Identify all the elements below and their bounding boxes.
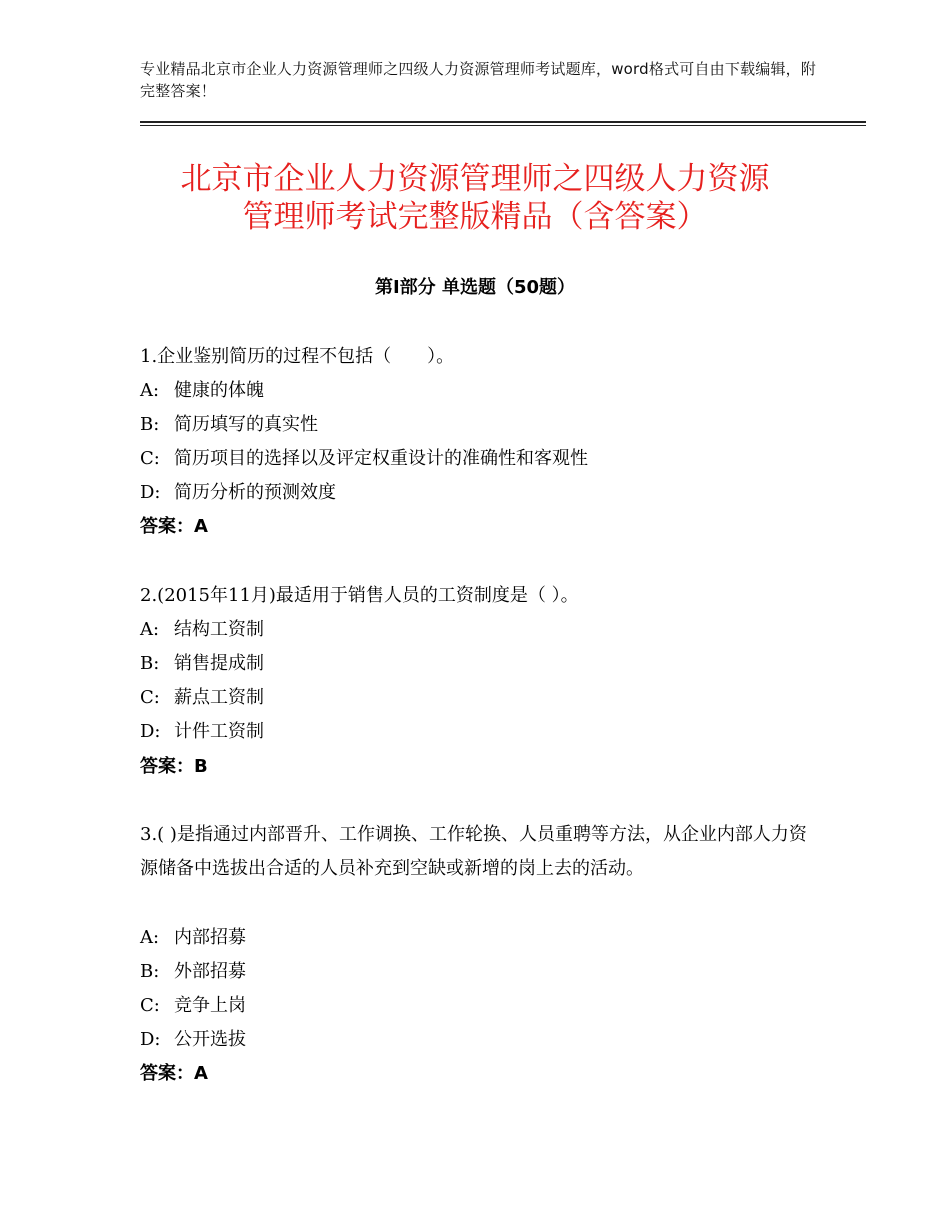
option-letter: B:	[140, 961, 160, 982]
question-3-option-c	[140, 989, 246, 1023]
option-letter: D:	[140, 721, 161, 742]
option-text: 薪点工资制	[174, 687, 264, 708]
question-3-answer: 答案：A	[140, 1063, 208, 1084]
question-2-text: 2.(2015年11月)最适用于销售人员的工资制度是（ ）。	[140, 585, 579, 606]
option-text: 销售提成制	[174, 653, 264, 674]
question-3-option-a	[140, 921, 246, 955]
question-2-answer: 答案：B	[140, 756, 208, 777]
question-1-option-c	[140, 442, 588, 476]
question-3-text: 3.( )是指通过内部晋升、工作调换、工作轮换、人员重聘等方法，从企业内部人力资源储备中选拔出合适的人员补充到空缺或新增的岗上去的活动。	[140, 824, 807, 879]
option-text: 外部招募	[174, 961, 246, 982]
option-text: 公开选拔	[174, 1029, 246, 1050]
document-title-line-1: 北京市企业人力资源管理师之四级人力资源	[180, 161, 770, 197]
option-letter: B:	[140, 653, 160, 674]
header-rule-thick	[140, 121, 866, 123]
option-text: 结构工资制	[174, 619, 264, 640]
question-2-option-d	[140, 715, 264, 749]
option-letter: B:	[140, 414, 160, 435]
option-letter: A:	[140, 619, 160, 640]
option-text: 健康的体魄	[174, 380, 264, 401]
question-3-option-b	[140, 955, 246, 989]
document-title	[100, 160, 850, 236]
option-text: 简历项目的选择以及评定权重设计的准确性和客观性	[174, 448, 588, 469]
option-text: 内部招募	[174, 927, 246, 948]
header-note: 专业精品北京市企业人力资源管理师之四级人力资源管理师考试题库，word格式可自由下载编辑，附完整答案！	[140, 60, 817, 100]
header-rule-thin	[140, 125, 866, 126]
option-letter: A:	[140, 380, 160, 401]
question-2-option-a	[140, 613, 264, 647]
option-text: 竞争上岗	[174, 995, 246, 1016]
question-1-text: 1.企业鉴别简历的过程不包括（ ）。	[140, 346, 455, 367]
document-title-line-2: 管理师考试完整版精品（含答案）	[242, 199, 708, 235]
option-letter: C:	[140, 448, 160, 469]
option-letter: A:	[140, 927, 160, 948]
question-1-option-b	[140, 408, 318, 442]
option-letter: C:	[140, 687, 160, 708]
option-letter: D:	[140, 1029, 161, 1050]
option-letter: D:	[140, 482, 161, 503]
question-2-option-b	[140, 647, 264, 681]
question-1-option-d	[140, 476, 336, 510]
option-letter: C:	[140, 995, 160, 1016]
option-text: 简历填写的真实性	[174, 414, 318, 435]
question-2-option-c	[140, 681, 264, 715]
question-1-answer: 答案：A	[140, 516, 208, 537]
question-1-option-a	[140, 374, 264, 408]
option-text: 计件工资制	[174, 721, 264, 742]
section-title: 第Ⅰ部分 单选题（50题）	[374, 277, 575, 298]
option-text: 简历分析的预测效度	[174, 482, 336, 503]
question-3-option-d	[140, 1023, 246, 1057]
